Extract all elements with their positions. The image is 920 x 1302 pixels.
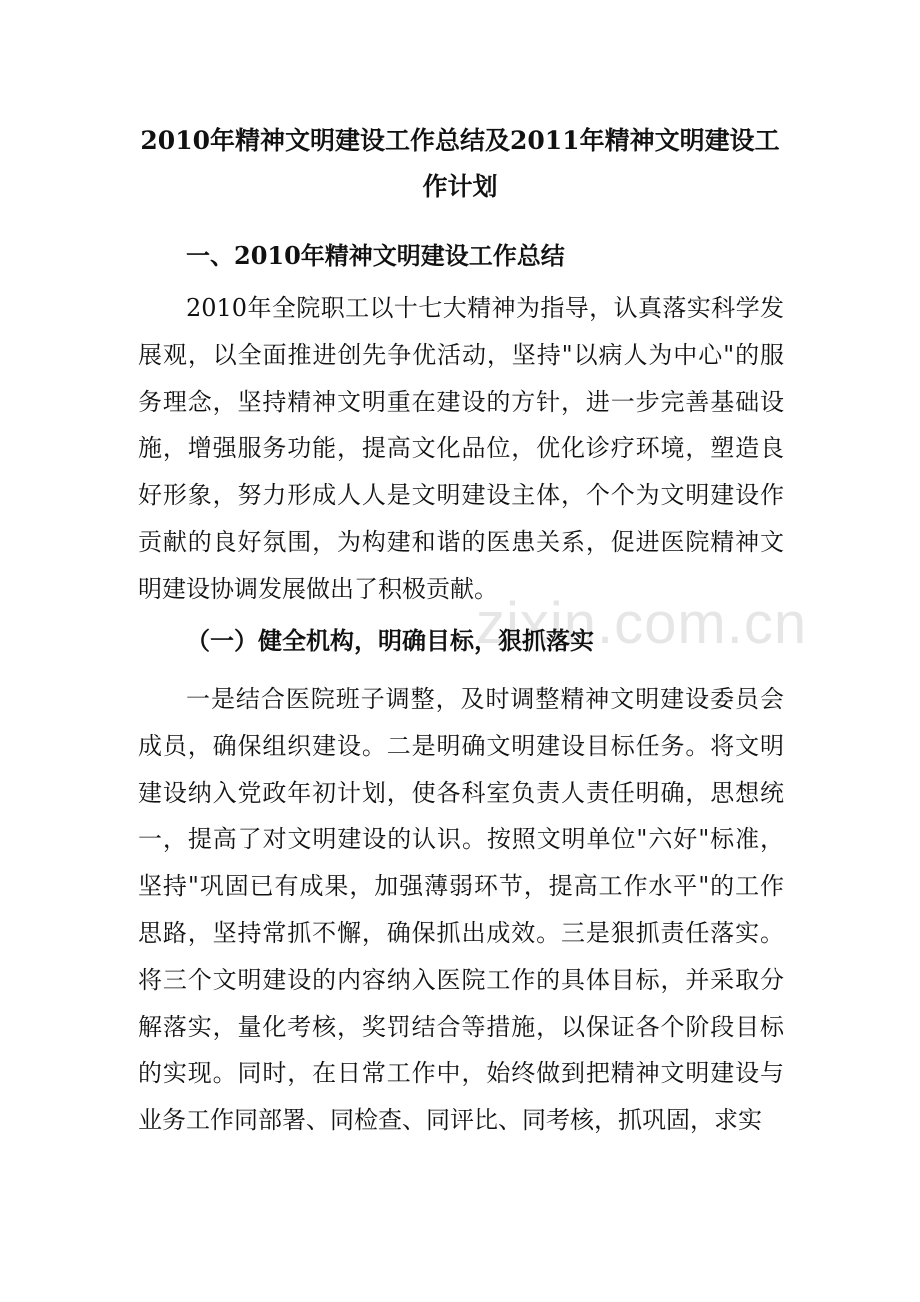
- body-paragraph: 一是结合医院班子调整，及时调整精神文明建设委员会成员，确保组织建设。二是明确文明建设目标任务。将文明建设纳入党政年初计划，使各科室负责人责任明确，思想统一，提高了对文明建设的认识。按照文明单位"六好"标准，坚持"巩固已有成果，加强薄弱环节，提高工作水平"的工作思路，坚持常抓不懈，确保抓出成效。三是狠抓责任落实。将三个文明建设的内容纳入医院工作的具体目标，并采取分解落实，量化考核，奖罚结合等措施，以保证各个阶段目标的实现。同时，在日常工作中，始终做到把精神文明建设与业务工作同部署、同检查、同评比、同考核，抓巩固，求实: [138, 685, 784, 1135]
- subsection-heading: （一）健全机构，明确目标，狠抓落实: [186, 626, 594, 655]
- section-heading: 一、2010年精神文明建设工作总结: [186, 241, 565, 270]
- body-paragraph: 2010年全院职工以十七大精神为指导，认真落实科学发展观，以全面推进创先争优活动，坚持"以病人为中心"的服务理念，坚持精神文明重在建设的方针，进一步完善基础设施，增强服务功能，提高文化品位，优化诊疗环境，塑造良好形象，努力形成人人是文明建设主体，个个为文明建设作贡献的良好氛围，为构建和谐的医患关系，促进医院精神文明建设协调发展做出了积极贡献。: [138, 294, 784, 603]
- watermark: zixin.com.cn: [476, 591, 808, 656]
- document-title: 2010年精神文明建设工作总结及2011年精神文明建设工作计划: [140, 126, 780, 201]
